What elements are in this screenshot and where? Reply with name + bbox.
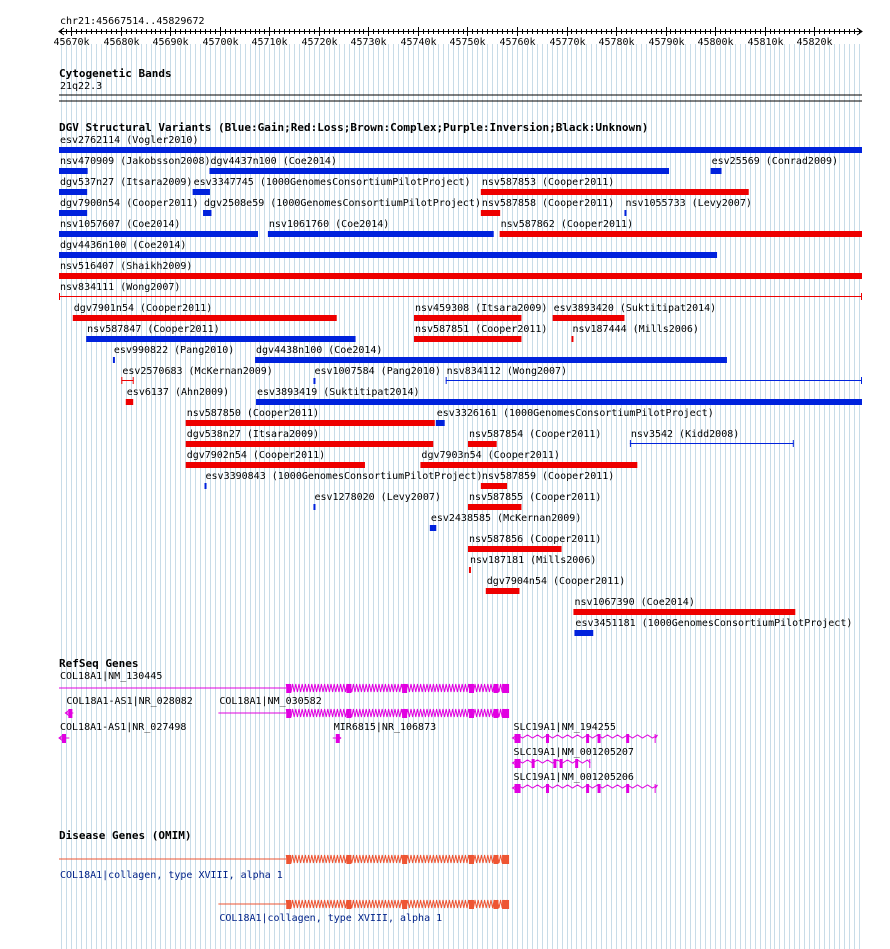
- dgv-feature-label: nsv834112 (Wong2007): [446, 366, 568, 377]
- refseq-transcript-label: COL18A1-AS1|NR_028082: [66, 696, 193, 707]
- dgv-feature-bar[interactable]: [59, 273, 862, 279]
- refseq-exon-block[interactable]: [532, 759, 535, 768]
- dgv-feature-bar[interactable]: [256, 399, 862, 405]
- ruler-tick-label: 45790k: [648, 37, 685, 48]
- dgv-feature-bar[interactable]: [193, 189, 210, 195]
- refseq-exon-block[interactable]: [286, 684, 291, 693]
- dgv-feature-label: esv1278020 (Levy2007): [314, 492, 441, 503]
- dgv-feature-label: nsv1061760 (Coe2014): [268, 219, 390, 230]
- dgv-feature-label: esv3326161 (1000GenomesConsortiumPilotProject): [436, 408, 714, 419]
- dgv-feature-bar[interactable]: [574, 630, 593, 636]
- dgv-feature-label: esv25569 (Conrad2009): [711, 156, 839, 167]
- dgv-feature-bar[interactable]: [468, 546, 562, 552]
- refseq-track-title[interactable]: RefSeq Genes: [59, 657, 139, 670]
- cytoband-label: 21q22.3: [60, 81, 103, 92]
- refseq-exon-block[interactable]: [546, 734, 549, 743]
- dgv-feature-bar[interactable]: [209, 168, 669, 174]
- ruler-tick-label: 45680k: [103, 37, 140, 48]
- refseq-exon-block[interactable]: [469, 709, 474, 718]
- dgv-feature-bar[interactable]: [436, 420, 445, 426]
- dgv-feature-bar[interactable]: [59, 231, 258, 237]
- omim-exon-block[interactable]: [346, 900, 351, 909]
- dgv-feature-bar[interactable]: [481, 210, 500, 216]
- refseq-exon-block[interactable]: [598, 784, 601, 793]
- dgv-feature-bar[interactable]: [59, 147, 862, 153]
- dgv-feature-label: esv2438585 (McKernan2009): [430, 513, 582, 524]
- dgv-features[interactable]: [59, 135, 862, 636]
- dgv-feature-label: esv1007584 (Pang2010): [314, 366, 441, 377]
- refseq-transcript-label: COL18A1|NM_130445: [60, 671, 163, 682]
- dgv-feature-label: nsv459308 (Itsara2009): [414, 303, 548, 314]
- omim-transcript-label: COL18A1|collagen, type XVIII, alpha 1: [219, 913, 443, 924]
- location-label: chr21:45667514..45829672: [60, 16, 205, 27]
- dgv-feature-label: nsv587858 (Cooper2011): [481, 198, 615, 209]
- ruler-tick-label: 45700k: [202, 37, 239, 48]
- refseq-exon-block[interactable]: [575, 759, 578, 768]
- refseq-transcript-label: COL18A1|NM_030582: [219, 696, 322, 707]
- omim-exon-block[interactable]: [493, 855, 498, 864]
- dgv-feature-bar[interactable]: [205, 483, 207, 489]
- dgv-feature-label: dgv538n27 (Itsara2009): [186, 429, 320, 440]
- refseq-exon-block[interactable]: [502, 684, 509, 693]
- dgv-feature-label: nsv587862 (Cooper2011): [500, 219, 634, 230]
- dgv-feature-bar[interactable]: [113, 357, 115, 363]
- ruler-tick-label: 45720k: [301, 37, 338, 48]
- dgv-feature-bar[interactable]: [255, 357, 727, 363]
- dgv-feature-label: dgv7902n54 (Cooper2011): [186, 450, 326, 461]
- dgv-feature-label: nsv587847 (Cooper2011): [87, 324, 220, 335]
- dgv-feature-label: nsv3542 (Kidd2008): [630, 429, 740, 440]
- dgv-feature-label: dgv7904n54 (Cooper2011): [486, 576, 626, 587]
- dgv-feature-bar[interactable]: [468, 504, 521, 510]
- refseq-exon-block[interactable]: [546, 784, 549, 793]
- dgv-feature-label: nsv470909 (Jakobsson2008): [60, 156, 211, 167]
- refseq-intron-line: [513, 735, 658, 738]
- omim-track-title[interactable]: Disease Genes (OMIM): [59, 829, 192, 842]
- dgv-feature-bar[interactable]: [486, 588, 520, 594]
- omim-exon-block[interactable]: [286, 900, 291, 909]
- refseq-exon-block[interactable]: [626, 784, 629, 793]
- dgv-feature-bar[interactable]: [468, 441, 497, 447]
- cytoband-track-title[interactable]: Cytogenetic Bands: [59, 67, 172, 80]
- ruler-tick-label: 45820k: [796, 37, 833, 48]
- dgv-feature-bar[interactable]: [573, 609, 795, 615]
- refseq-transcript-label: SLC19A1|NM_001205207: [513, 747, 634, 758]
- ruler-tick-label: 45730k: [350, 37, 387, 48]
- dgv-feature-bar[interactable]: [711, 168, 722, 174]
- refseq-transcript-label: COL18A1-AS1|NR_027498: [60, 722, 187, 733]
- refseq-exon-block[interactable]: [286, 709, 291, 718]
- dgv-feature-label: nsv587851 (Cooper2011): [414, 324, 548, 335]
- dgv-feature-bar[interactable]: [186, 441, 434, 447]
- refseq-exon-block[interactable]: [598, 734, 601, 743]
- dgv-feature-label: nsv587850 (Cooper2011): [186, 408, 320, 419]
- dgv-feature-label: nsv587853 (Cooper2011): [481, 177, 615, 188]
- omim-exon-block[interactable]: [402, 900, 407, 909]
- refseq-transcript-label: MIR6815|NR_106873: [333, 722, 437, 733]
- ruler-tick-label: 45750k: [449, 37, 486, 48]
- dgv-feature-label: esv3893420 (Suktitipat2014): [553, 303, 717, 314]
- omim-exon-block[interactable]: [402, 855, 407, 864]
- refseq-exon-block[interactable]: [626, 734, 629, 743]
- dgv-feature-bar[interactable]: [186, 420, 435, 426]
- dgv-feature-bar[interactable]: [86, 336, 355, 342]
- dgv-feature-bar[interactable]: [553, 315, 625, 321]
- refseq-exon-block[interactable]: [493, 709, 498, 718]
- omim-exon-block[interactable]: [469, 855, 474, 864]
- omim-exon-block[interactable]: [502, 900, 509, 909]
- dgv-feature-label: dgv537n27 (Itsara2009): [60, 177, 193, 188]
- refseq-exon-block[interactable]: [553, 759, 556, 768]
- dgv-feature-label: esv3390843 (1000GenomesConsortiumPilotProject): [205, 471, 483, 482]
- dgv-feature-bar[interactable]: [481, 189, 749, 195]
- dgv-feature-label: esv990822 (Pang2010): [113, 345, 235, 356]
- dgv-feature-bar[interactable]: [59, 252, 717, 258]
- omim-exon-block[interactable]: [502, 855, 509, 864]
- dgv-feature-bar[interactable]: [420, 462, 637, 468]
- refseq-exon-block[interactable]: [586, 784, 589, 793]
- dgv-feature-label: nsv834111 (Wong2007): [60, 282, 181, 293]
- refseq-exon-block[interactable]: [346, 684, 351, 693]
- dgv-feature-label: esv2762114 (Vogler2010): [60, 135, 199, 146]
- dgv-feature-label: esv3451181 (1000GenomesConsortiumPilotProject): [575, 618, 853, 629]
- ruler-tick-label: 45810k: [747, 37, 784, 48]
- refseq-intron-line: [513, 760, 591, 763]
- dgv-feature-label: dgv7903n54 (Cooper2011): [421, 450, 560, 461]
- dgv-feature-label: nsv587859 (Cooper2011): [481, 471, 615, 482]
- refseq-exon-block[interactable]: [493, 684, 498, 693]
- ruler-tick-label: 45690k: [152, 37, 189, 48]
- dgv-feature-bar[interactable]: [414, 336, 521, 342]
- ruler-tick-label: 45770k: [549, 37, 586, 48]
- ruler-tick-label: 45760k: [499, 37, 536, 48]
- dgv-feature-label: nsv187181 (Mills2006): [469, 555, 597, 566]
- refseq-transcript-label: SLC19A1|NM_001205206: [513, 772, 634, 783]
- dgv-feature-label: dgv4436n100 (Coe2014): [60, 240, 187, 251]
- dgv-feature-label: nsv516407 (Shaikh2009): [60, 261, 193, 272]
- dgv-feature-label: nsv1057607 (Coe2014): [60, 219, 181, 230]
- dgv-feature-bar[interactable]: [313, 378, 315, 384]
- omim-transcript-label: COL18A1|collagen, type XVIII, alpha 1: [60, 870, 283, 881]
- dgv-feature-bar[interactable]: [59, 168, 88, 174]
- dgv-feature-bar[interactable]: [59, 210, 87, 216]
- dgv-feature-bar[interactable]: [469, 567, 471, 573]
- dgv-feature-bar[interactable]: [268, 231, 494, 237]
- dgv-feature-bar[interactable]: [571, 336, 573, 342]
- dgv-feature-bar[interactable]: [59, 189, 87, 195]
- dgv-feature-label: nsv187444 (Mills2006): [572, 324, 699, 335]
- dgv-feature-label: esv3347745 (1000GenomesConsortiumPilotProject): [193, 177, 471, 188]
- refseq-intron-line: [513, 785, 658, 788]
- refseq-exon-block[interactable]: [560, 759, 563, 768]
- dgv-feature-label: dgv7901n54 (Cooper2011): [73, 303, 213, 314]
- dgv-feature-label: nsv1067390 (Coe2014): [574, 597, 695, 608]
- refseq-exon-block[interactable]: [346, 709, 351, 718]
- omim-exon-block[interactable]: [286, 855, 291, 864]
- dgv-feature-label: esv6137 (Ahn2009): [126, 387, 230, 398]
- omim-exon-block[interactable]: [346, 855, 351, 864]
- omim-exon-block[interactable]: [493, 900, 498, 909]
- refseq-exon-block[interactable]: [402, 709, 407, 718]
- refseq-exon-block[interactable]: [469, 684, 474, 693]
- dgv-feature-bar[interactable]: [624, 210, 626, 216]
- dgv-track-title[interactable]: DGV Structural Variants (Blue:Gain;Red:Loss;Brown:Complex;Purple:Inversion;Black:Unknown): [59, 121, 649, 134]
- dgv-feature-bar[interactable]: [203, 210, 211, 216]
- dgv-feature-bar[interactable]: [481, 483, 507, 489]
- refseq-transcript-label: SLC19A1|NM_194255: [513, 722, 616, 733]
- ruler-tick-label: 45740k: [400, 37, 437, 48]
- dgv-feature-label: esv2570683 (McKernan2009): [122, 366, 273, 377]
- dgv-feature-label: esv3893419 (Suktitipat2014): [257, 387, 420, 398]
- dgv-feature-label: dgv4437n100 (Coe2014): [210, 156, 337, 167]
- dgv-feature-label: nsv587854 (Cooper2011): [468, 429, 602, 440]
- dgv-feature-label: nsv587855 (Cooper2011): [468, 492, 602, 503]
- dgv-feature-label: dgv4438n100 (Coe2014): [256, 345, 383, 356]
- refseq-exon-block[interactable]: [502, 709, 509, 718]
- ruler-tick-label: 45710k: [251, 37, 288, 48]
- dgv-feature-label: nsv587856 (Cooper2011): [468, 534, 602, 545]
- ruler-tick-label: 45800k: [697, 37, 734, 48]
- dgv-feature-bar[interactable]: [186, 462, 365, 468]
- dgv-feature-bar[interactable]: [500, 231, 862, 237]
- dgv-feature-bar[interactable]: [73, 315, 337, 321]
- dgv-feature-bar[interactable]: [313, 504, 315, 510]
- omim-exon-block[interactable]: [469, 900, 474, 909]
- ruler-tick-label: 45780k: [598, 37, 635, 48]
- dgv-feature-label: dgv7900n54 (Cooper2011): [60, 198, 199, 209]
- dgv-feature-bar[interactable]: [430, 525, 436, 531]
- dgv-feature-bar[interactable]: [414, 315, 521, 321]
- dgv-feature-label: dgv2508e59 (1000GenomesConsortiumPilotProject): [204, 198, 481, 209]
- ruler-tick-label: 45670k: [53, 37, 90, 48]
- dgv-feature-label: nsv1055733 (Levy2007): [625, 198, 752, 209]
- refseq-exon-block[interactable]: [402, 684, 407, 693]
- dgv-feature-bar[interactable]: [126, 399, 133, 405]
- refseq-exon-block[interactable]: [586, 734, 589, 743]
